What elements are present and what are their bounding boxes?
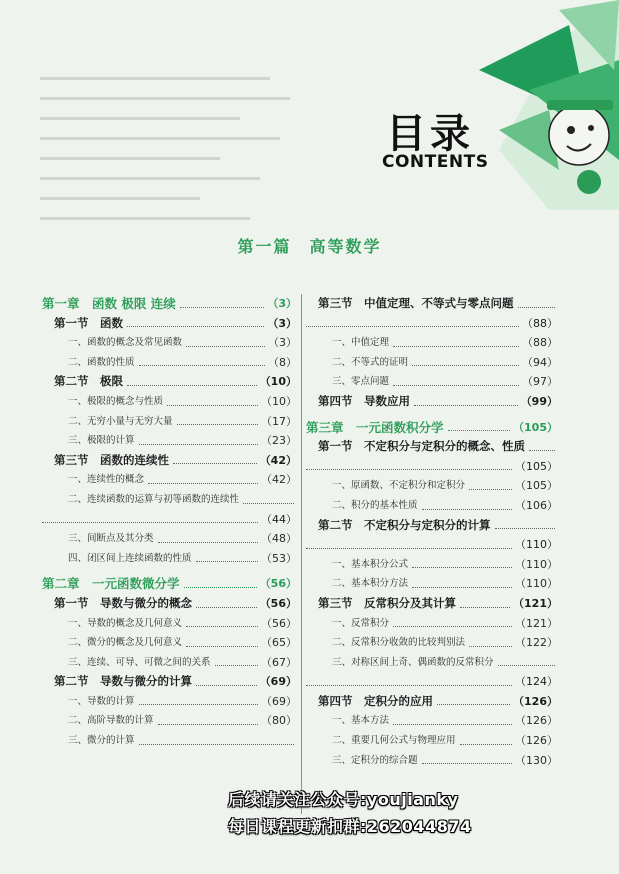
toc-sub-row [306,333,558,353]
dot-leader [518,307,556,308]
dot-leader [460,744,512,745]
dot-leader [393,385,519,386]
toc-section-row [42,451,297,471]
dot-leader [184,587,257,588]
toc-page-number: （126） [515,714,558,728]
toc-page-number: （105） [515,479,558,493]
toc-page-number: （121） [515,616,558,630]
toc-left-column [42,294,297,751]
toc-entry-label: 四、闭区间上连续函数的性质 [68,552,192,564]
toc-page-number: （94） [522,355,558,369]
toc-entry-label: 一、原函数、不定积分和定积分 [332,480,466,492]
toc-entry-label: 一、基本方法 [332,715,390,727]
dot-leader [139,365,265,366]
toc-chapter-row [306,418,558,438]
watermark-line-1: 后续请关注公众号:youjianky [228,790,459,809]
toc-sub-row [306,476,558,496]
dot-leader [158,542,258,543]
toc-sub-row [42,711,297,731]
toc-sub-row [306,633,558,653]
toc-entry-label: 一、导数的计算 [68,695,135,707]
dot-leader [186,626,258,627]
toc-sub-row [42,549,297,569]
toc-entry-label: 二、重要几何公式与物理应用 [332,735,456,747]
toc-sub-row [42,490,297,510]
toc-sub-row [42,333,297,353]
toc-section-row [42,372,297,392]
dot-leader [139,704,258,705]
dot-leader [148,483,258,484]
toc-page-number: （126） [513,694,558,708]
toc-page-number: （110） [515,557,558,571]
toc-cont-row [306,672,558,692]
dot-leader [173,463,257,464]
dot-leader [422,763,512,764]
dot-leader [448,430,511,431]
toc-entry-label: 一、函数的概念及常见函数 [68,337,183,349]
dot-leader [167,405,258,406]
toc-page-number: （56） [261,616,297,630]
toc-page-number: （69） [261,694,297,708]
dot-leader [469,646,512,647]
toc-sub-row [42,529,297,549]
toc-sub-row [42,431,297,451]
toc-section-row [42,314,297,334]
dot-leader [139,444,258,445]
dot-leader [414,405,518,406]
toc-page-number: （122） [515,636,558,650]
toc-page-number: （130） [515,753,558,767]
toc-sub-row [42,392,297,412]
dot-leader [215,665,258,666]
toc-page-number: （23） [261,434,297,448]
toc-section-row [306,516,558,536]
dot-leader [498,665,555,666]
toc-entry-label: 第三节 反常积分及其计算 [318,595,456,610]
dot-leader [196,607,257,608]
toc-entry-label: 二、连续函数的运算与初等函数的连续性 [68,493,240,505]
toc-page-number: （105） [513,420,558,434]
toc-entry-label: 第一节 导数与微分的概念 [54,595,192,610]
dot-leader [139,744,294,745]
dot-leader [460,607,510,608]
toc-sub-row [42,412,297,432]
toc-page-number: （3） [268,336,297,350]
toc-page-number: （56） [259,596,297,610]
toc-entry-label: 二、反常积分收敛的比较判别法 [332,637,466,649]
toc-entry-label: 第一节 函数 [54,315,123,330]
toc-sub-row [42,470,297,490]
dot-leader [180,307,265,308]
toc-entry-label: 三、极限的计算 [68,435,135,447]
toc-sub-row [42,614,297,634]
toc-section-row [42,594,297,614]
toc-entry-label: 二、不等式的证明 [332,356,409,368]
toc-page-number: （97） [522,375,558,389]
dot-leader [306,469,512,470]
dot-leader [127,385,257,386]
watermark [228,786,472,840]
toc-entry-label: 三、间断点及其分类 [68,533,154,545]
toc-entry-label: 二、高阶导数的计算 [68,715,154,727]
toc-entry-label: 三、微分的计算 [68,735,135,747]
toc-sub-row [306,653,558,673]
toc-page-number: （124） [515,675,558,689]
dot-leader [196,561,258,562]
toc-sub-row [306,496,558,516]
toc-section-row [306,294,558,314]
toc-entry-label: 第三节 函数的连续性 [54,452,169,467]
dot-leader [393,346,519,347]
dot-leader [306,548,512,549]
toc-page-number: （10） [261,394,297,408]
toc-entry-label: 二、积分的基本性质 [332,499,418,511]
dot-leader [42,522,258,523]
toc-entry-label: 第二章 一元函数微分学 [42,576,180,592]
toc-page-number: （88） [522,336,558,350]
toc-page-number: （88） [522,316,558,330]
dot-leader [422,509,512,510]
toc-right-column [306,294,558,770]
toc-sub-row [306,711,558,731]
toc-cont-row [306,457,558,477]
dot-leader [412,567,512,568]
dot-leader [177,424,258,425]
toc-entry-label: 第四节 导数应用 [318,393,410,408]
toc-sub-row [42,633,297,653]
toc-page-number: （67） [261,655,297,669]
toc-page-number: （121） [513,596,558,610]
toc-entry-label: 第四节 定积分的应用 [318,693,433,708]
toc-entry-label: 三、连续、可导、可微之间的关系 [68,656,211,668]
dot-leader [437,704,510,705]
dot-leader [306,685,512,686]
toc-page-number: （3） [267,316,297,330]
toc-entry-label: 一、中值定理 [332,337,390,349]
toc-sub-row [42,731,297,751]
toc-page-number: （110） [515,577,558,591]
dot-leader [495,528,556,529]
toc-page-number: （56） [259,577,297,591]
toc-chapter-row [42,294,297,314]
dot-leader [393,724,512,725]
column-divider [301,294,302,814]
toc-page-number: （69） [259,675,297,689]
toc-section-row [306,392,558,412]
dot-leader [186,646,258,647]
toc-entry-label: 二、函数的性质 [68,356,135,368]
toc-page-number: （42） [259,453,297,467]
toc-sub-row [306,731,558,751]
toc-entry-label: 三、定积分的综合题 [332,754,418,766]
toc-page-number: （110） [515,538,558,552]
toc-section-row [306,594,558,614]
dot-leader [306,326,519,327]
toc-entry-label: 二、微分的概念及几何意义 [68,637,183,649]
toc-entry-label: 第三章 一元函数积分学 [306,419,444,435]
toc-title-english: CONTENTS [382,152,489,172]
toc-entry-label: 二、无穷小量与无穷大量 [68,415,173,427]
toc-page-number: （65） [261,636,297,650]
dot-leader [158,724,258,725]
toc-entry-label: 三、对称区间上奇、偶函数的反常积分 [332,656,494,668]
toc-entry-label: 一、连续性的概念 [68,474,145,486]
part-title: 第一篇 高等数学 [237,237,382,256]
toc-entry-label: 第三节 中值定理、不等式与零点问题 [318,296,514,310]
toc-page-number: （42） [261,473,297,487]
dot-leader [186,346,265,347]
toc-sub-row [306,751,558,771]
toc-entry-label: 第二节 不定积分与定积分的计算 [318,517,491,532]
toc-page-number: （17） [261,414,297,428]
dot-leader [469,489,512,490]
toc-cont-row [306,535,558,555]
dot-leader [127,326,264,327]
toc-page-number: （8） [268,355,297,369]
toc-sub-row [42,653,297,673]
toc-sub-row [306,614,558,634]
toc-page-number: （126） [515,734,558,748]
toc-page-number: （48） [261,532,297,546]
dot-leader [393,626,512,627]
toc-page-number: （10） [259,375,297,389]
toc-section-row [306,692,558,712]
toc-sub-row [306,353,558,373]
watermark-line-2: 每日课程更新扣群:262044874 [228,817,472,836]
toc-entry-label: 二、基本积分方法 [332,578,409,590]
dot-leader [243,503,294,504]
dot-leader [412,365,519,366]
toc-entry-label: 一、导数的概念及几何意义 [68,617,183,629]
toc-cont-row [42,510,297,530]
toc-page-number: （105） [515,459,558,473]
toc-section-row [42,672,297,692]
toc-entry-label: 三、零点问题 [332,376,390,388]
toc-entry-label: 第二节 极限 [54,374,123,389]
toc-entry-label: 一、基本积分公式 [332,558,409,570]
toc-page-number: （80） [261,714,297,728]
toc-page-number: （53） [261,551,297,565]
dot-leader [196,685,257,686]
toc-entry-label: 一、极限的概念与性质 [68,395,164,407]
toc-page-number: （99） [520,394,558,408]
toc-title: 目录 [386,111,474,157]
toc-entry-label: 第一节 不定积分与定积分的概念、性质 [318,439,525,454]
toc-sub-row [42,692,297,712]
toc-page-number: （106） [515,498,558,512]
toc-page-number: （44） [261,512,297,526]
toc-cont-row [306,314,558,334]
toc-entry-label: 第二节 导数与微分的计算 [54,674,192,689]
toc-section-row [306,437,558,457]
toc-entry-label: 第一章 函数 极限 连续 [42,296,176,311]
dot-leader [529,450,555,451]
toc-page-number: （3） [267,297,297,310]
toc-chapter-row [42,574,297,594]
toc-entry-label: 一、反常积分 [332,617,390,629]
dot-leader [412,587,512,588]
toc-sub-row [306,555,558,575]
toc-sub-row [42,353,297,373]
toc-sub-row [306,372,558,392]
toc-sub-row [306,574,558,594]
